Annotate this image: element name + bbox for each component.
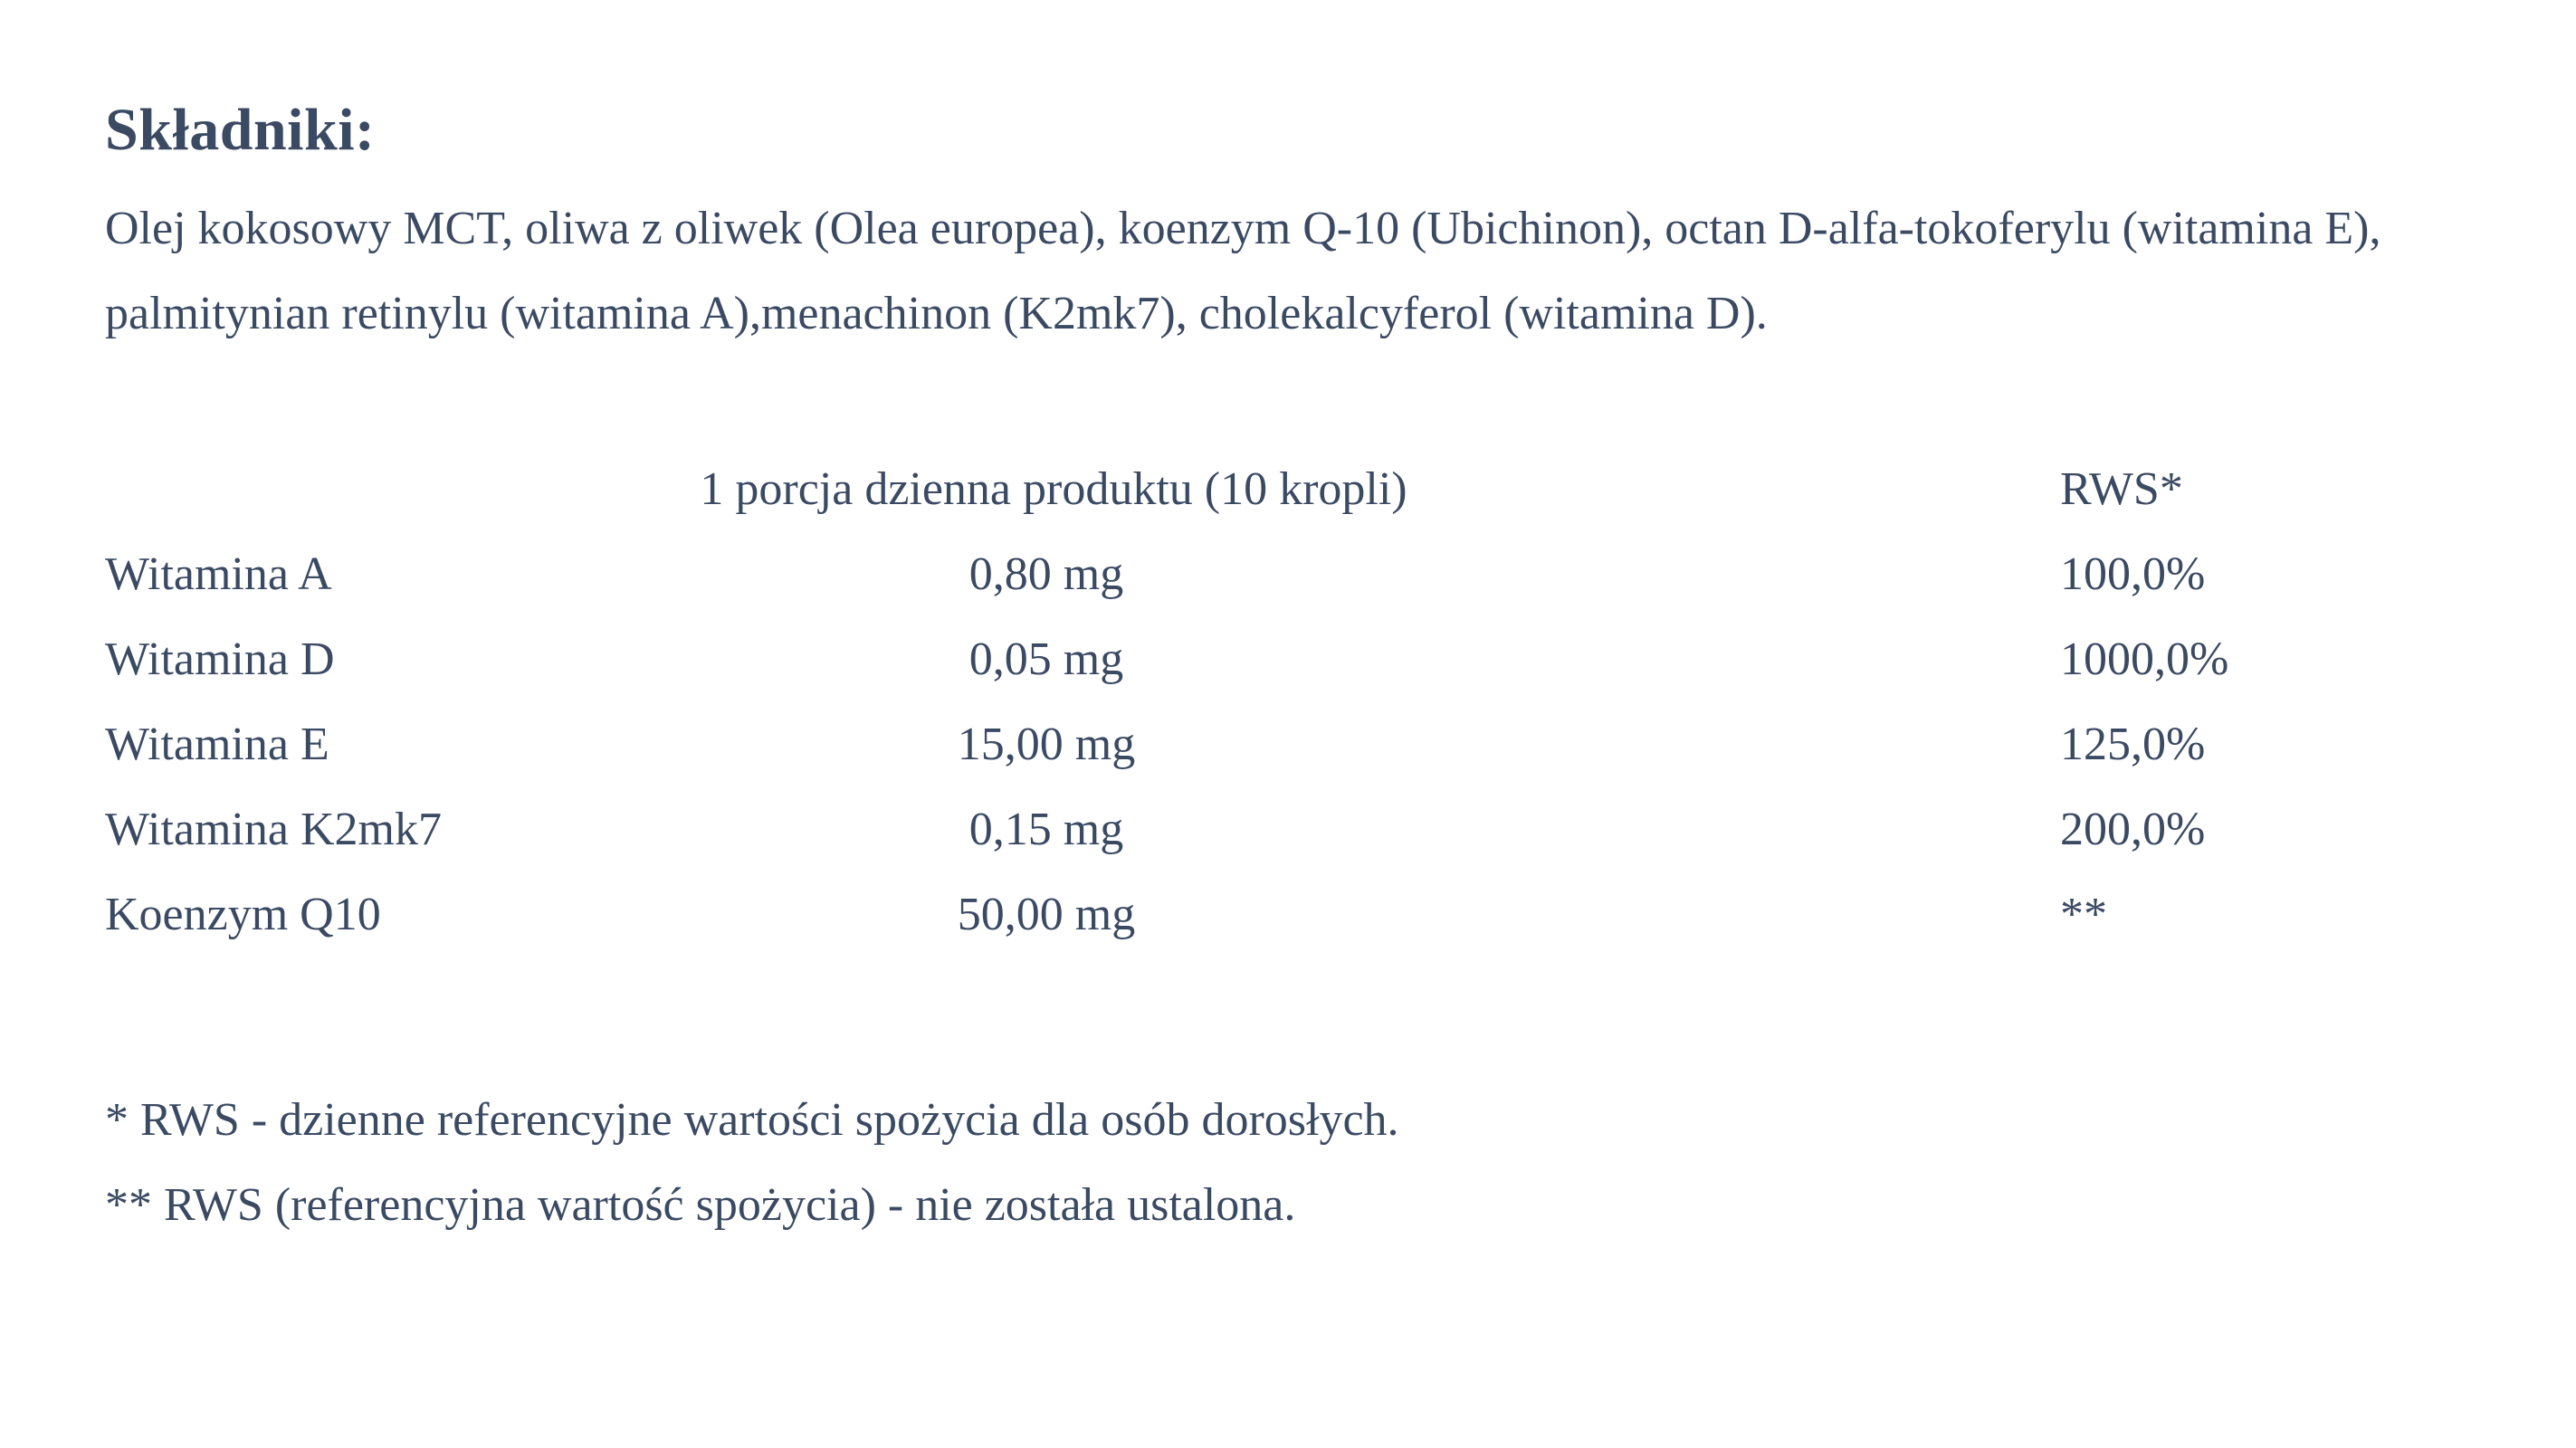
table-row: [105, 872, 2495, 957]
nutrient-name: Witamina A: [105, 548, 332, 600]
footnote-rws-definition: * RWS - dzienne referencyjne wartości spożycia dla osób dorosłych.: [105, 1094, 1399, 1146]
nutrient-name: Witamina K2mk7: [105, 804, 442, 855]
header-rws: RWS*: [2060, 463, 2183, 515]
nutrient-amount: 15,00 mg: [957, 719, 1136, 770]
footnote-rws-not-established: ** RWS (referencyjna wartość spożycia) - nie została ustalona.: [105, 1179, 1296, 1231]
nutrient-amount: 0,05 mg: [968, 634, 1124, 685]
nutrient-name: Witamina E: [105, 719, 329, 770]
nutrient-rws: 200,0%: [2060, 804, 2206, 855]
footnotes: [105, 1078, 1399, 1248]
table-header-row: [105, 447, 2495, 532]
nutrient-name: Witamina D: [105, 634, 335, 685]
ingredients-heading: Składniki:: [105, 97, 376, 163]
table-row: [105, 702, 2495, 787]
table-row: [105, 617, 2495, 702]
nutrient-amount: 50,00 mg: [957, 889, 1136, 940]
table-row: [105, 787, 2495, 872]
header-daily-portion: 1 porcja dzienna produktu (10 kropli): [700, 463, 1407, 515]
nutrient-amount: 0,80 mg: [968, 548, 1124, 600]
nutrition-table: [105, 447, 2495, 957]
nutrient-rws: **: [2060, 889, 2107, 940]
nutrient-rws: 100,0%: [2060, 548, 2206, 600]
table-row: [105, 532, 2495, 617]
nutrient-rws: 1000,0%: [2060, 634, 2229, 685]
nutrient-amount: 0,15 mg: [968, 804, 1124, 855]
product-composition: [105, 94, 2495, 1231]
ingredients-text: Olej kokosowy MCT, oliwa z oliwek (Olea europea), koenzym Q-10 (Ubichinon), octan D-alfa-tokoferylu (witamina E), palmitynian retinylu (witamina A),menachinon (K2mk7), cholekalcyferol (witamina D).: [105, 203, 2381, 339]
nutrient-name: Koenzym Q10: [105, 889, 381, 940]
nutrient-rws: 125,0%: [2060, 719, 2206, 770]
